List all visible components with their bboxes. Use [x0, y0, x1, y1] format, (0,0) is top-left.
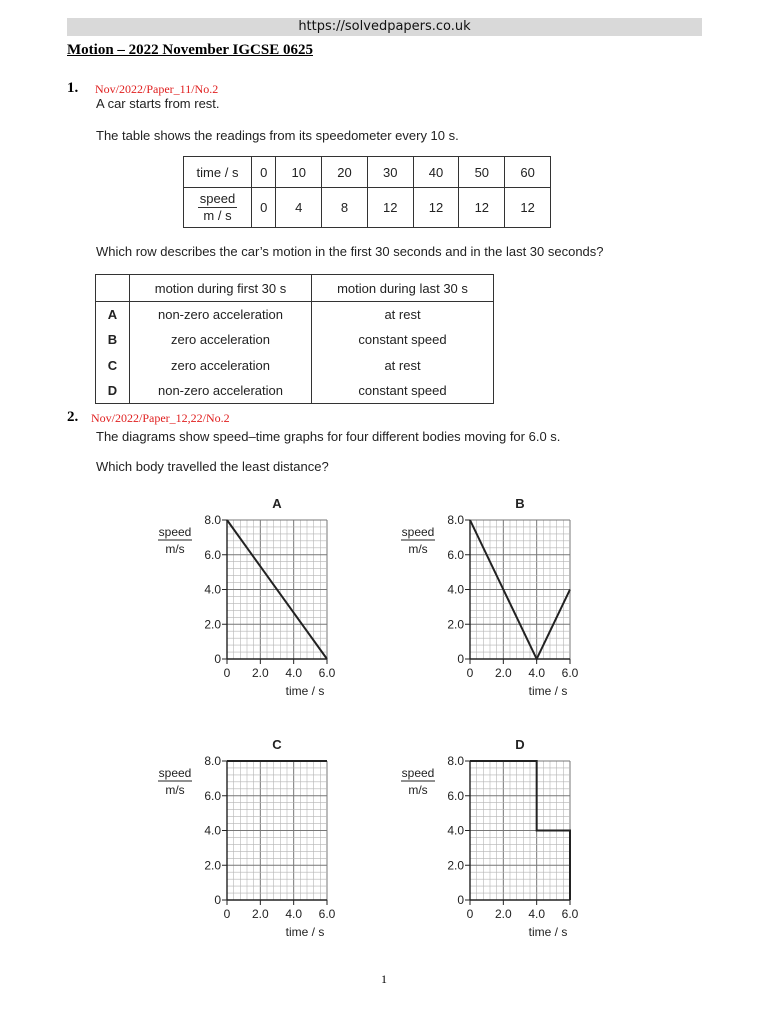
time-cell: 10: [276, 157, 322, 188]
x-tick-label: 4.0: [285, 666, 303, 680]
y-tick-label: 4.0: [447, 582, 464, 597]
x-tick-label: 6.0: [561, 666, 579, 680]
answer-last: at rest: [384, 357, 421, 373]
document-title: Motion – 2022 November IGCSE 0625: [67, 42, 313, 58]
y-tick-label: 6.0: [204, 788, 221, 803]
y-tick-label: 0: [214, 652, 221, 666]
graph-title: B: [515, 496, 525, 511]
speedometer-table: [183, 156, 551, 228]
answer-first: non-zero acceleration: [130, 378, 312, 404]
y-axis-label: speed: [401, 525, 435, 539]
y-axis-unit: m/s: [165, 542, 185, 556]
x-tick-label: 2.0: [251, 666, 269, 680]
time-cell: 60: [505, 157, 551, 188]
speed-cell: 12: [459, 188, 505, 228]
graph-title: A: [272, 496, 282, 511]
time-cell: 40: [413, 157, 459, 188]
x-tick-label: 0: [223, 907, 231, 921]
y-tick-label: 4.0: [204, 823, 221, 838]
x-tick-label: 4.0: [528, 907, 546, 921]
speed-cell: 8: [322, 188, 368, 228]
answer-letter: A: [96, 302, 130, 328]
x-tick-label: 4.0: [285, 907, 303, 921]
time-cell: 50: [459, 157, 505, 188]
answer-options-table: [95, 274, 494, 404]
y-axis-unit: m/s: [408, 542, 428, 556]
y-tick-label: 8.0: [204, 513, 221, 527]
speed-time-graph-c: [150, 731, 350, 951]
x-tick-label: 2.0: [251, 907, 269, 921]
answer-header-first: motion during first 30 s: [130, 275, 312, 302]
answer-first: zero acceleration: [130, 327, 312, 353]
question-2-number: 2.: [67, 409, 79, 425]
answer-row: [96, 353, 494, 379]
answer-letter: C: [96, 353, 130, 379]
speed-time-graph-b: [393, 490, 593, 710]
x-axis-label: time / s: [285, 684, 325, 698]
y-axis-label: speed: [158, 766, 192, 780]
answer-row: [96, 302, 494, 328]
y-tick-label: 0: [214, 893, 221, 907]
answer-letter-header: [96, 275, 130, 302]
speed-cell: 12: [413, 188, 459, 228]
answer-last: constant speed: [358, 332, 447, 348]
x-axis-label: time / s: [528, 925, 568, 939]
y-tick-label: 8.0: [204, 754, 221, 768]
question-2-reference: Nov/2022/Paper_12,22/No.2: [91, 411, 230, 425]
y-tick-label: 2.0: [447, 858, 464, 873]
answer-letter: B: [96, 327, 130, 353]
question-2-intro: The diagrams show speed–time graphs for four different bodies moving for 6.0 s.: [96, 429, 561, 444]
question-1-table-intro: The table shows the readings from its speedometer every 10 s.: [96, 128, 459, 143]
y-tick-label: 2.0: [204, 617, 221, 632]
speed-time-graph-d: [393, 731, 593, 951]
graph-title: C: [272, 737, 282, 752]
answer-first: non-zero acceleration: [130, 302, 312, 328]
x-axis-label: time / s: [528, 684, 568, 698]
x-tick-label: 2.0: [494, 907, 512, 921]
time-cell: 0: [252, 157, 276, 188]
y-tick-label: 0: [457, 652, 464, 666]
graph-title: D: [515, 737, 525, 752]
answer-first: zero acceleration: [130, 353, 312, 379]
x-tick-label: 4.0: [528, 666, 546, 680]
x-tick-label: 0: [223, 666, 231, 680]
speed-header-label: speed: [199, 191, 236, 206]
answer-header-last: motion during last 30 s: [337, 280, 468, 296]
speed-time-graph-a: [150, 490, 350, 710]
speed-header-unit: m / s: [203, 208, 232, 223]
time-cell: 20: [322, 157, 368, 188]
page-number: 1: [381, 972, 387, 986]
question-1-reference: Nov/2022/Paper_11/No.2: [95, 82, 219, 96]
y-axis-label: speed: [401, 766, 435, 780]
y-tick-label: 2.0: [204, 858, 221, 873]
speed-cell: 4: [276, 188, 322, 228]
question-1-intro: A car starts from rest.: [96, 96, 220, 111]
y-tick-label: 4.0: [447, 823, 464, 838]
time-cell: 30: [367, 157, 413, 188]
y-tick-label: 2.0: [447, 617, 464, 632]
time-header: time / s: [184, 157, 252, 188]
y-axis-unit: m/s: [165, 783, 185, 797]
source-url-bar: https://solvedpapers.co.uk: [67, 18, 702, 36]
answer-last: constant speed: [358, 383, 447, 398]
x-tick-label: 6.0: [318, 666, 336, 680]
x-tick-label: 0: [466, 666, 474, 680]
y-tick-label: 0: [457, 893, 464, 907]
question-2-question: Which body travelled the least distance?: [96, 459, 329, 474]
x-tick-label: 6.0: [318, 907, 336, 921]
speed-cell: 12: [367, 188, 413, 228]
x-tick-label: 0: [466, 907, 474, 921]
y-tick-label: 4.0: [204, 582, 221, 597]
y-tick-label: 6.0: [204, 547, 221, 562]
y-tick-label: 8.0: [447, 513, 464, 527]
speed-header: [184, 188, 252, 228]
speed-cell: 12: [505, 188, 551, 228]
speed-cell: 0: [252, 188, 276, 228]
answer-row: [96, 327, 494, 353]
question-1-number: 1.: [67, 80, 79, 96]
y-tick-label: 6.0: [447, 788, 464, 803]
x-tick-label: 2.0: [494, 666, 512, 680]
y-tick-label: 8.0: [447, 754, 464, 768]
question-1-question: Which row describes the car’s motion in the first 30 seconds and in the last 30 seconds?: [96, 244, 604, 259]
answer-letter: D: [96, 378, 130, 404]
y-tick-label: 6.0: [447, 547, 464, 562]
x-axis-label: time / s: [285, 925, 325, 939]
x-tick-label: 6.0: [561, 907, 579, 921]
answer-row: [96, 378, 494, 404]
answer-last: at rest: [384, 307, 421, 322]
y-axis-unit: m/s: [408, 783, 428, 797]
y-axis-label: speed: [158, 525, 192, 539]
